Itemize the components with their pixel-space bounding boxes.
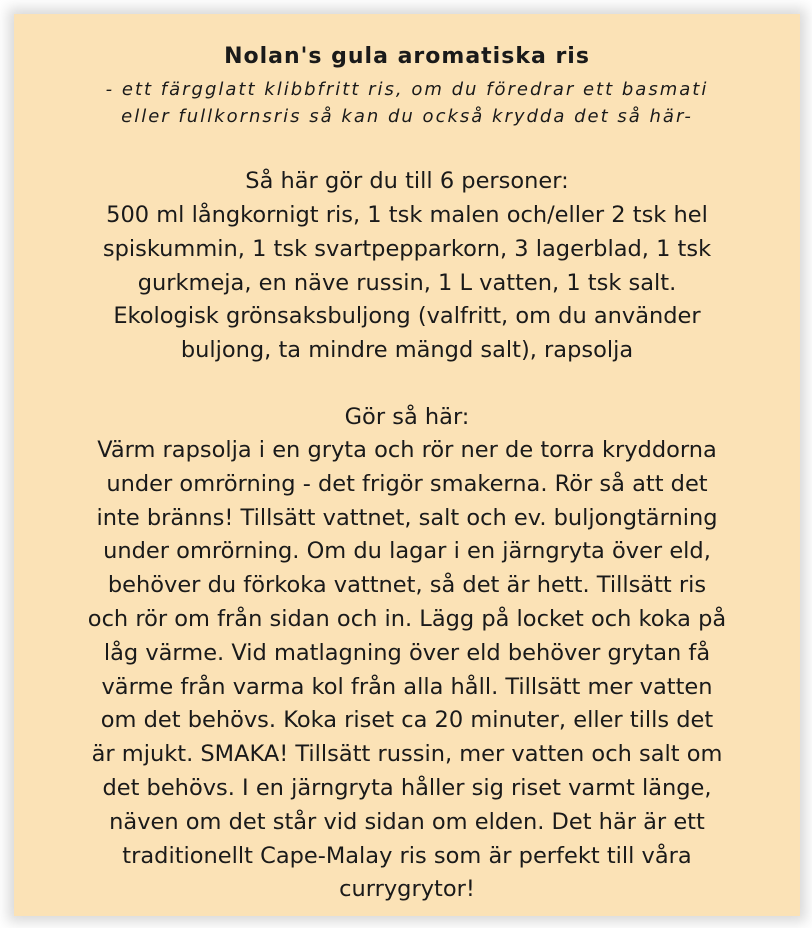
method-line: och rör om från sidan och in. Lägg på locket och koka på <box>87 605 727 632</box>
method-line: det behövs. I en järngryta håller sig riset varmt länge, <box>102 774 712 801</box>
method-line: näven om det står vid sidan om elden. Det här är ett <box>109 808 705 835</box>
method-line: är mjukt. SMAKA! Tillsätt russin, mer vatten och salt om <box>91 741 723 768</box>
ingredients-line: Ekologisk grönsaksbuljong (valfritt, om du använder <box>113 303 701 330</box>
method-text <box>28 434 786 907</box>
method-line: behöver du förkoka vattnet, så det är hett. Tillsätt ris <box>107 572 707 599</box>
method-line: om det behövs. Koka riset ca 20 minuter, eller tills det <box>100 707 714 734</box>
ingredients-line: buljong, ta mindre mängd salt), rapsolja <box>180 337 634 364</box>
method-line: låg värme. Vid matlagning över eld behöver grytan få <box>103 639 711 666</box>
method-line: inte bränns! Tillsätt vattnet, salt och ev. buljongtärning <box>96 504 718 531</box>
method-line: under omrörning - det frigör smakerna. Rör så att det <box>106 470 708 497</box>
method-line: traditionellt Cape-Malay ris som är perfekt till våra <box>122 842 692 869</box>
ingredients-line: 500 ml långkornigt ris, 1 tsk malen och/eller 2 tsk hel <box>106 202 708 228</box>
ingredients-heading: Så här gör du till 6 personer: <box>245 168 569 194</box>
subtitle-line: eller fullkornsris så kan du också krydda det så här- <box>121 106 693 127</box>
method-heading: Gör så här: <box>344 404 470 430</box>
ingredients-line: gurkmeja, en näve russin, 1 L vatten, 1 tsk salt. <box>137 269 677 296</box>
recipe-title: Nolan's gula aromatiska ris <box>224 44 590 69</box>
method-line: under omrörning. Om du lagar i en järngryta över eld, <box>103 538 711 565</box>
ingredients-list <box>28 199 786 368</box>
recipe-card <box>14 14 800 916</box>
method-line: Värm rapsolja i en gryta och rör ner de torra kryddorna <box>97 437 717 463</box>
ingredients-line: spiskummin, 1 tsk svartpepparkorn, 3 lagerblad, 1 tsk <box>102 235 712 262</box>
recipe-subtitle <box>14 76 800 130</box>
method-line: värme från varma kol från alla håll. Tillsätt mer vatten <box>101 673 713 700</box>
subtitle-line: - ett färgglatt klibbfritt ris, om du föredrar ett basmati <box>105 79 709 100</box>
method-line: currygrytor! <box>339 876 475 903</box>
